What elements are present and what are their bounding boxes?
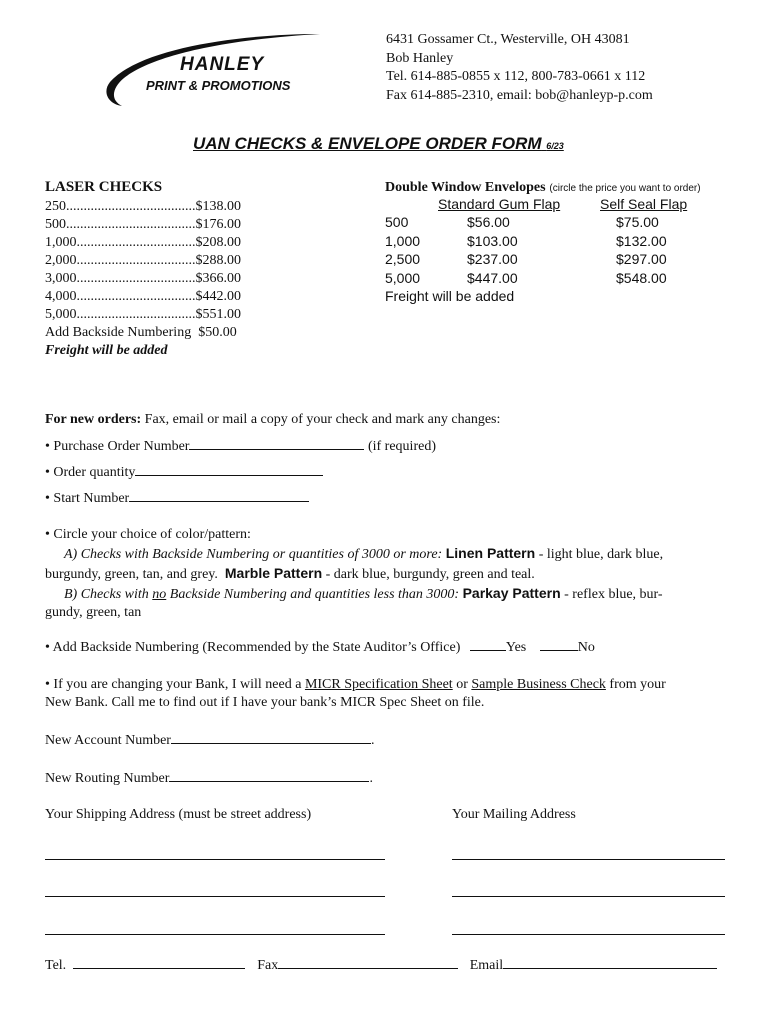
routing-number-line: New Routing Number . bbox=[45, 771, 373, 786]
shipping-address-label: Your Shipping Address (must be street address) bbox=[45, 807, 312, 822]
laser-qty: 250 bbox=[45, 199, 66, 214]
start-number-line: • Start Number bbox=[45, 489, 309, 508]
leader-dots: .................................. bbox=[76, 271, 196, 286]
laser-qty: 4,000 bbox=[45, 289, 77, 304]
laser-price: $138.00 bbox=[195, 199, 241, 214]
micr-spec-sheet-label: MICR Specification Sheet bbox=[304, 677, 453, 692]
laser-checks-section bbox=[45, 178, 275, 360]
envelopes-section bbox=[385, 178, 725, 304]
leader-dots: .................................. bbox=[76, 253, 196, 268]
order-quantity-line: • Order quantity bbox=[45, 463, 323, 482]
leader-dots: .................................. bbox=[76, 307, 196, 322]
envelopes-heading-row bbox=[385, 178, 725, 196]
envelopes-price-table bbox=[385, 214, 725, 288]
laser-price-row bbox=[45, 234, 275, 252]
envelopes-freight-note: Freight will be added bbox=[385, 288, 515, 304]
laser-price-row bbox=[45, 252, 275, 270]
laser-price: $551.00 bbox=[195, 307, 241, 322]
mailing-address-line-3[interactable] bbox=[452, 934, 725, 935]
laser-price: $366.00 bbox=[195, 271, 241, 286]
routing-number-field[interactable] bbox=[169, 769, 369, 782]
envelopes-note: (circle the price you want to order) bbox=[549, 183, 701, 194]
envelope-price-row bbox=[385, 214, 725, 233]
account-number-line: New Account Number . bbox=[45, 733, 375, 748]
self-seal-price[interactable]: $132.00 bbox=[616, 232, 667, 249]
laser-price: $208.00 bbox=[195, 235, 241, 250]
leader-dots: ..................................... bbox=[66, 199, 196, 214]
company-address: 6431 Gossamer Ct., Westerville, OH 43081 bbox=[386, 32, 630, 47]
envelopes-col-headers bbox=[385, 196, 725, 214]
mailing-address-line-2[interactable] bbox=[452, 896, 725, 897]
backside-numbering-price: Add Backside Numbering $50.00 bbox=[45, 325, 237, 340]
email-field[interactable] bbox=[503, 956, 717, 969]
circle-choice-label: • Circle your choice of color/pattern: bbox=[45, 527, 251, 542]
laser-price: $288.00 bbox=[195, 253, 241, 268]
envelope-qty: 2,500 bbox=[385, 251, 421, 267]
form-title: UAN CHECKS & ENVELOPE ORDER FORM 6/23 bbox=[193, 134, 564, 153]
contact-name: Bob Hanley bbox=[386, 50, 454, 66]
envelope-qty: 500 bbox=[385, 214, 409, 230]
laser-freight-note: Freight will be added bbox=[45, 343, 168, 358]
self-seal-price[interactable]: $297.00 bbox=[616, 251, 667, 267]
contact-tel: Tel. 614-885-0855 x 112, 800-783-0661 x 112 bbox=[386, 69, 646, 84]
envelope-price-row bbox=[385, 251, 725, 270]
marble-pattern-label: Marble Pattern bbox=[224, 565, 323, 581]
laser-price: $176.00 bbox=[195, 217, 241, 232]
order-quantity-field[interactable] bbox=[135, 463, 323, 476]
new-orders-line: For new orders: Fax, email or mail a copy of your check and mark any changes: bbox=[45, 412, 501, 427]
backside-yes-field[interactable] bbox=[470, 638, 506, 651]
po-number-line: • Purchase Order Number (if required) bbox=[45, 439, 436, 454]
laser-price-row bbox=[45, 306, 275, 324]
gum-flap-header: Standard Gum Flap bbox=[438, 196, 561, 212]
laser-qty: 2,000 bbox=[45, 253, 77, 268]
company-contact bbox=[386, 31, 653, 105]
envelope-qty: 1,000 bbox=[385, 232, 421, 249]
envelope-qty: 5,000 bbox=[385, 269, 421, 286]
form-version: 6/23 bbox=[546, 141, 564, 151]
option-b-line1: B) Checks with no Backside Numbering and quantities less than 3000: Parkay Pattern - reflex blue, bur- bbox=[64, 585, 663, 602]
self-seal-price[interactable]: $75.00 bbox=[616, 214, 659, 230]
shipping-address-line-3[interactable] bbox=[45, 934, 385, 935]
fax-field[interactable] bbox=[278, 956, 458, 969]
tel-field[interactable] bbox=[73, 956, 245, 969]
shipping-address-line-1[interactable] bbox=[45, 859, 385, 860]
gum-flap-price[interactable]: $103.00 bbox=[467, 232, 518, 249]
sample-check-label: Sample Business Check bbox=[471, 677, 606, 692]
envelope-price-row bbox=[385, 270, 725, 289]
leader-dots: .................................. bbox=[76, 235, 196, 250]
leader-dots: .................................. bbox=[76, 289, 196, 304]
laser-price: $442.00 bbox=[195, 289, 241, 304]
self-seal-header: Self Seal Flap bbox=[600, 196, 688, 212]
envelopes-heading: Double Window Envelopes bbox=[385, 180, 546, 195]
logo-name: HANLEY bbox=[180, 54, 265, 75]
po-number-field[interactable] bbox=[189, 437, 364, 450]
yes-label: Yes bbox=[505, 640, 527, 655]
company-logo bbox=[100, 30, 330, 110]
gum-flap-price[interactable]: $447.00 bbox=[467, 269, 518, 286]
self-seal-price[interactable]: $548.00 bbox=[616, 269, 667, 286]
laser-qty: 5,000 bbox=[45, 307, 77, 322]
mailing-address-label: Your Mailing Address bbox=[452, 807, 576, 822]
shipping-address-line-2[interactable] bbox=[45, 896, 385, 897]
laser-price-row bbox=[45, 216, 275, 234]
gum-flap-price[interactable]: $56.00 bbox=[467, 214, 510, 230]
no-label: No bbox=[577, 640, 595, 655]
laser-qty: 500 bbox=[45, 217, 66, 232]
laser-checks-price-list bbox=[45, 198, 275, 324]
contact-fields-line: Tel. Fax Email bbox=[45, 956, 717, 975]
parkay-pattern-label: Parkay Pattern bbox=[462, 585, 561, 601]
option-b-line2: gundy, green, tan bbox=[45, 605, 142, 620]
laser-checks-heading: LASER CHECKS bbox=[45, 179, 163, 195]
envelope-price-row bbox=[385, 233, 725, 252]
linen-pattern-label: Linen Pattern bbox=[445, 545, 536, 561]
gum-flap-price[interactable]: $237.00 bbox=[467, 251, 518, 267]
mailing-address-line-1[interactable] bbox=[452, 859, 725, 860]
laser-price-row bbox=[45, 198, 275, 216]
laser-qty: 1,000 bbox=[45, 235, 77, 250]
logo-tagline: PRINT & PROMOTIONS bbox=[146, 78, 291, 93]
backside-no-field[interactable] bbox=[540, 638, 578, 651]
contact-fax-email: Fax 614-885-2310, email: bob@hanleyp-p.com bbox=[386, 87, 653, 103]
laser-price-row bbox=[45, 270, 275, 288]
laser-qty: 3,000 bbox=[45, 271, 77, 286]
leader-dots: ..................................... bbox=[66, 217, 196, 232]
start-number-field[interactable] bbox=[129, 489, 309, 502]
option-a-line1: A) Checks with Backside Numbering or quantities of 3000 or more: Linen Pattern - light blue, dark blue, bbox=[64, 545, 664, 562]
bank-change-section: • If you are changing your Bank, I will need a MICR Specification Sheet or Sample Business Check from your New Bank. Call me to find out if I have your bank’s MICR Spec Sheet on file. bbox=[45, 677, 666, 710]
option-a-line2: burgundy, green, tan, and grey. Marble Pattern - dark blue, burgundy, green and teal. bbox=[45, 565, 535, 582]
laser-price-row bbox=[45, 288, 275, 306]
backside-numbering-line: • Add Backside Numbering (Recommended by the State Auditor’s Office) Yes No bbox=[45, 640, 595, 655]
color-pattern-section bbox=[45, 526, 725, 622]
account-number-field[interactable] bbox=[171, 731, 371, 744]
